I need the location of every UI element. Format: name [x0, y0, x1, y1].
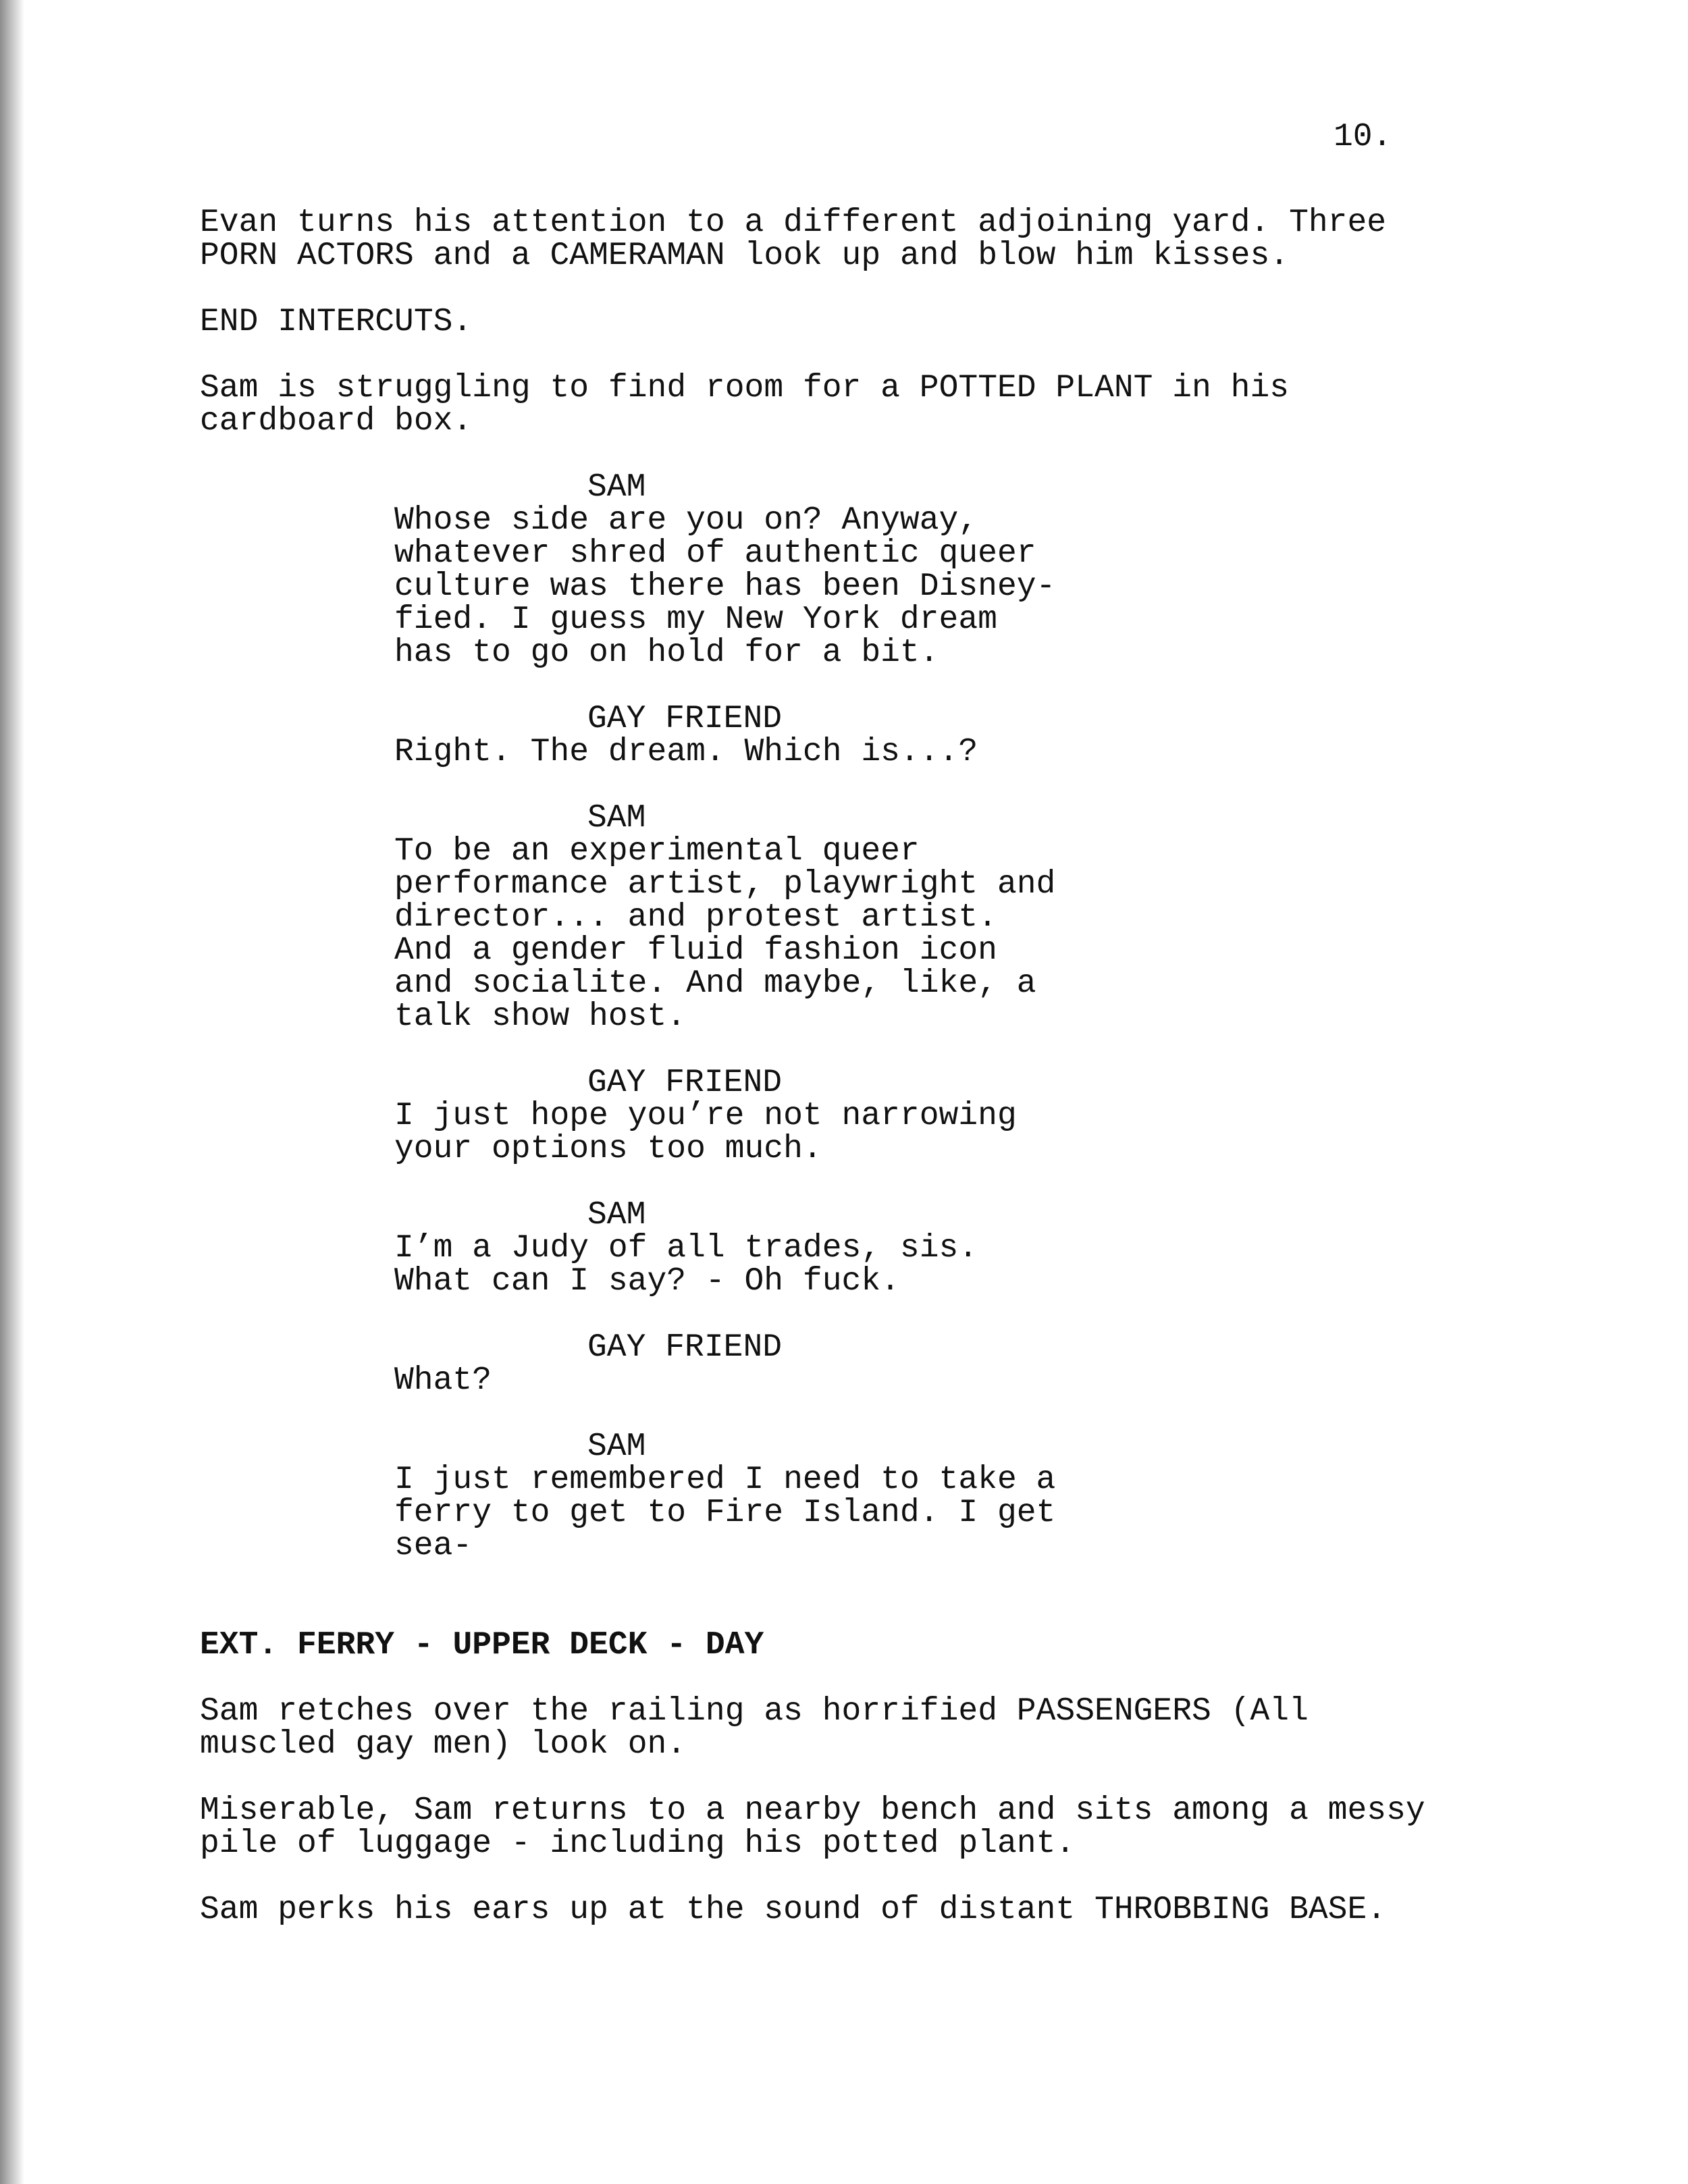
character-cue-sam-4: SAM [587, 1429, 646, 1465]
dialogue-sam-2: To be an experimental queer performance artist, playwright and director... and protest artist. And a gender fluid fashion icon and socialite. And maybe, like, a talk show host. [394, 833, 1056, 1035]
character-cue-sam-3: SAM [587, 1197, 646, 1233]
action-sam-perks: Sam perks his ears up at the sound of distant THROBBING BASE. [200, 1892, 1387, 1928]
character-cue-gay-friend-2: GAY FRIEND [587, 1065, 783, 1101]
character-cue-gay-friend-1: GAY FRIEND [587, 701, 783, 737]
scene-heading: EXT. FERRY - UPPER DECK - DAY [200, 1627, 764, 1663]
dialogue-gay-friend-3: What? [394, 1362, 492, 1399]
character-cue-sam-1: SAM [587, 469, 646, 506]
dialogue-sam-4: I just remembered I need to take a ferry to get to Fire Island. I get sea- [394, 1462, 1056, 1564]
dialogue-sam-1: Whose side are you on? Anyway, whatever shred of authentic queer culture was there has been Disney- fied. I guess my New York dream has to go on hold for a bit. [394, 502, 1056, 671]
dialogue-gay-friend-2: I just hope you’re not narrowing your options too much. [394, 1098, 1017, 1167]
action-sam-returns: Miserable, Sam returns to a nearby bench and sits among a messy pile of luggage - including his potted plant. [200, 1792, 1425, 1862]
dialogue-gay-friend-1: Right. The dream. Which is...? [394, 734, 978, 770]
action-end-intercuts: END INTERCUTS. [200, 304, 473, 340]
dialogue-sam-3: I’m a Judy of all trades, sis. What can I say? - Oh fuck. [394, 1230, 978, 1300]
character-cue-sam-2: SAM [587, 800, 646, 836]
action-sam-struggling: Sam is struggling to find room for a POTTED PLANT in his cardboard box. [200, 370, 1290, 440]
action-sam-retches: Sam retches over the railing as horrified PASSENGERS (All muscled gay men) look on. [200, 1693, 1309, 1763]
character-cue-gay-friend-3: GAY FRIEND [587, 1329, 783, 1366]
page-number: 10. [1334, 119, 1392, 155]
action-evan-turns: Evan turns his attention to a different adjoining yard. Three PORN ACTORS and a CAMERAMAN look up and blow him kisses. [200, 205, 1387, 274]
